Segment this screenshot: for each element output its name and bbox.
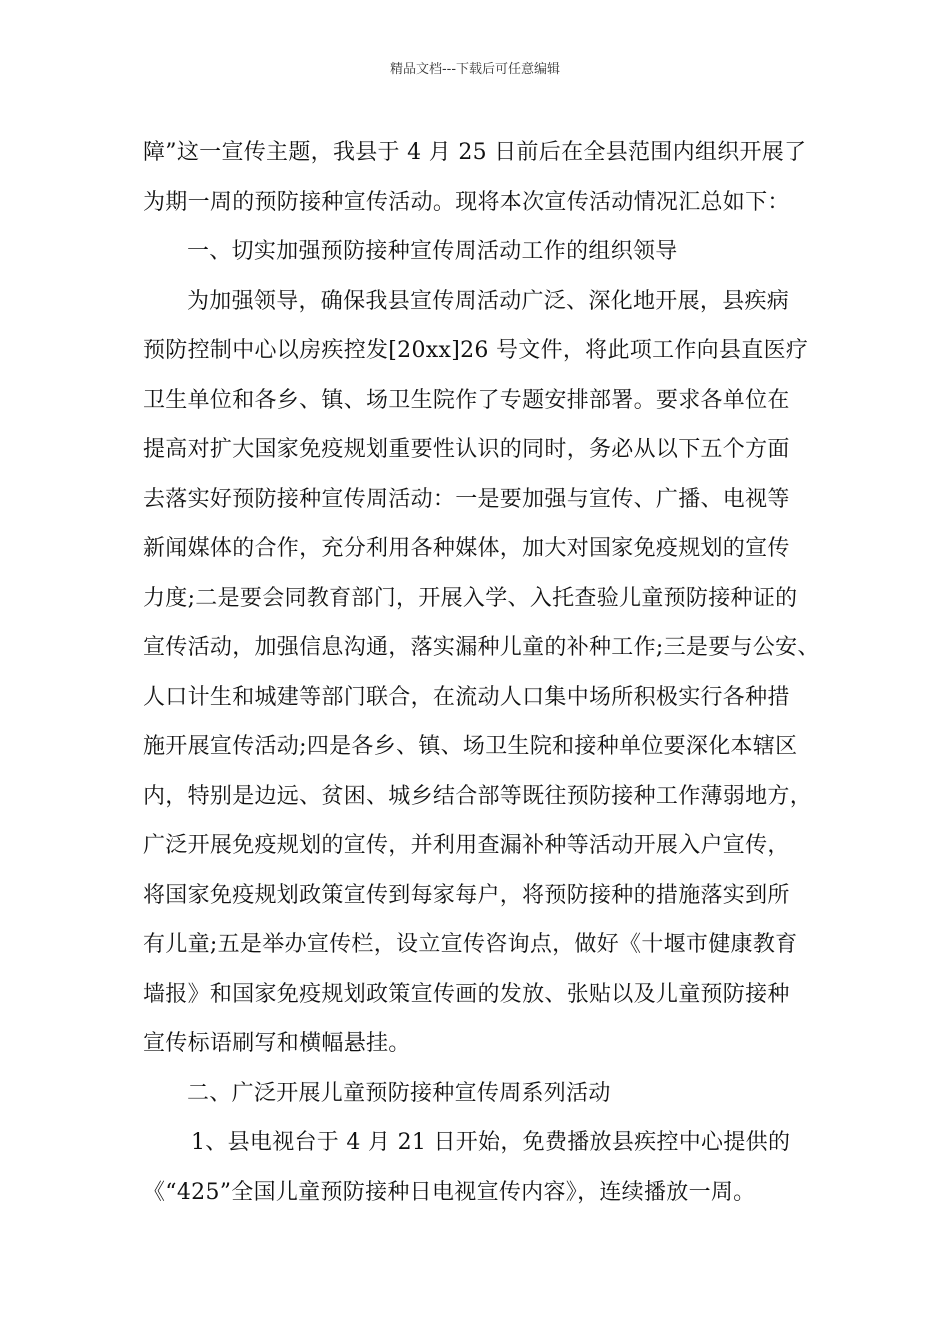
paragraph-line: 为加强领导，确保我县宣传周活动广泛、深化地开展，县疾病 [187,288,790,314]
paragraph-line: 《“425”全国儿童预防接种日电视宣传内容》，连续播放一周。 [143,1179,756,1205]
paragraph-line: 人口计生和城建等部门联合，在流动人口集中场所积极实行各种措 [143,684,790,710]
paragraph-line: 障”这一宣传主题，我县于 4 月 25 日前后在全县范围内组织开展了 [143,140,807,165]
paragraph-line: 新闻媒体的合作，充分利用各种媒体，加大对国家免疫规划的宣传 [143,536,790,561]
paragraph-line: 广泛开展免疫规划的宣传，并利用查漏补种等活动开展入户宣传， [143,833,790,858]
paragraph-line: 提高对扩大国家免疫规划重要性认识的同时，务必从以下五个方面 [143,437,790,462]
paragraph-line: 卫生单位和各乡、镇、场卫生院作了专题安排部署。要求各单位在 [143,387,790,413]
paragraph-line: 墙报》和国家免疫规划政策宣传画的发放、张贴以及儿童预防接种 [143,981,790,1007]
list-item-line: 1、县电视台于 4 月 21 日开始，免费播放县疾控中心提供的 [191,1130,791,1155]
paragraph-line: 宣传活动，加强信息沟通，落实漏种儿童的补种工作;三是要与公安、 [143,635,820,660]
paragraph-line: 预防控制中心以房疾控发[20xx]26 号文件，将此项工作向县直医疗 [143,338,809,363]
paragraph-line: 为期一周的预防接种宣传活动。现将本次宣传活动情况汇总如下： [143,189,790,215]
section-heading-1: 一、切实加强预防接种宣传周活动工作的组织领导 [187,239,678,264]
paragraph-line: 将国家免疫规划政策宣传到每家每户，将预防接种的措施落实到所 [143,882,790,908]
paragraph-line: 去落实好预防接种宣传周活动：一是要加强与宣传、广播、电视等 [143,486,790,512]
paragraph-line: 内，特别是边远、贫困、城乡结合部等既往预防接种工作薄弱地方， [143,783,813,809]
paragraph-line: 力度;二是要会同教育部门，开展入学、入托查验儿童预防接种证的 [143,585,798,611]
document-body [143,128,820,1217]
paragraph-line: 施开展宣传活动;四是各乡、镇、场卫生院和接种单位要深化本辖区 [143,734,798,759]
page-header: 精品文档---下载后可任意编辑 [389,62,561,77]
section-heading-2: 二、广泛开展儿童预防接种宣传周系列活动 [187,1080,611,1106]
paragraph-line: 宣传标语刷写和横幅悬挂。 [143,1031,411,1056]
paragraph-line: 有儿童;五是举办宣传栏，设立宣传咨询点，做好《十堰市健康教育 [143,932,798,957]
